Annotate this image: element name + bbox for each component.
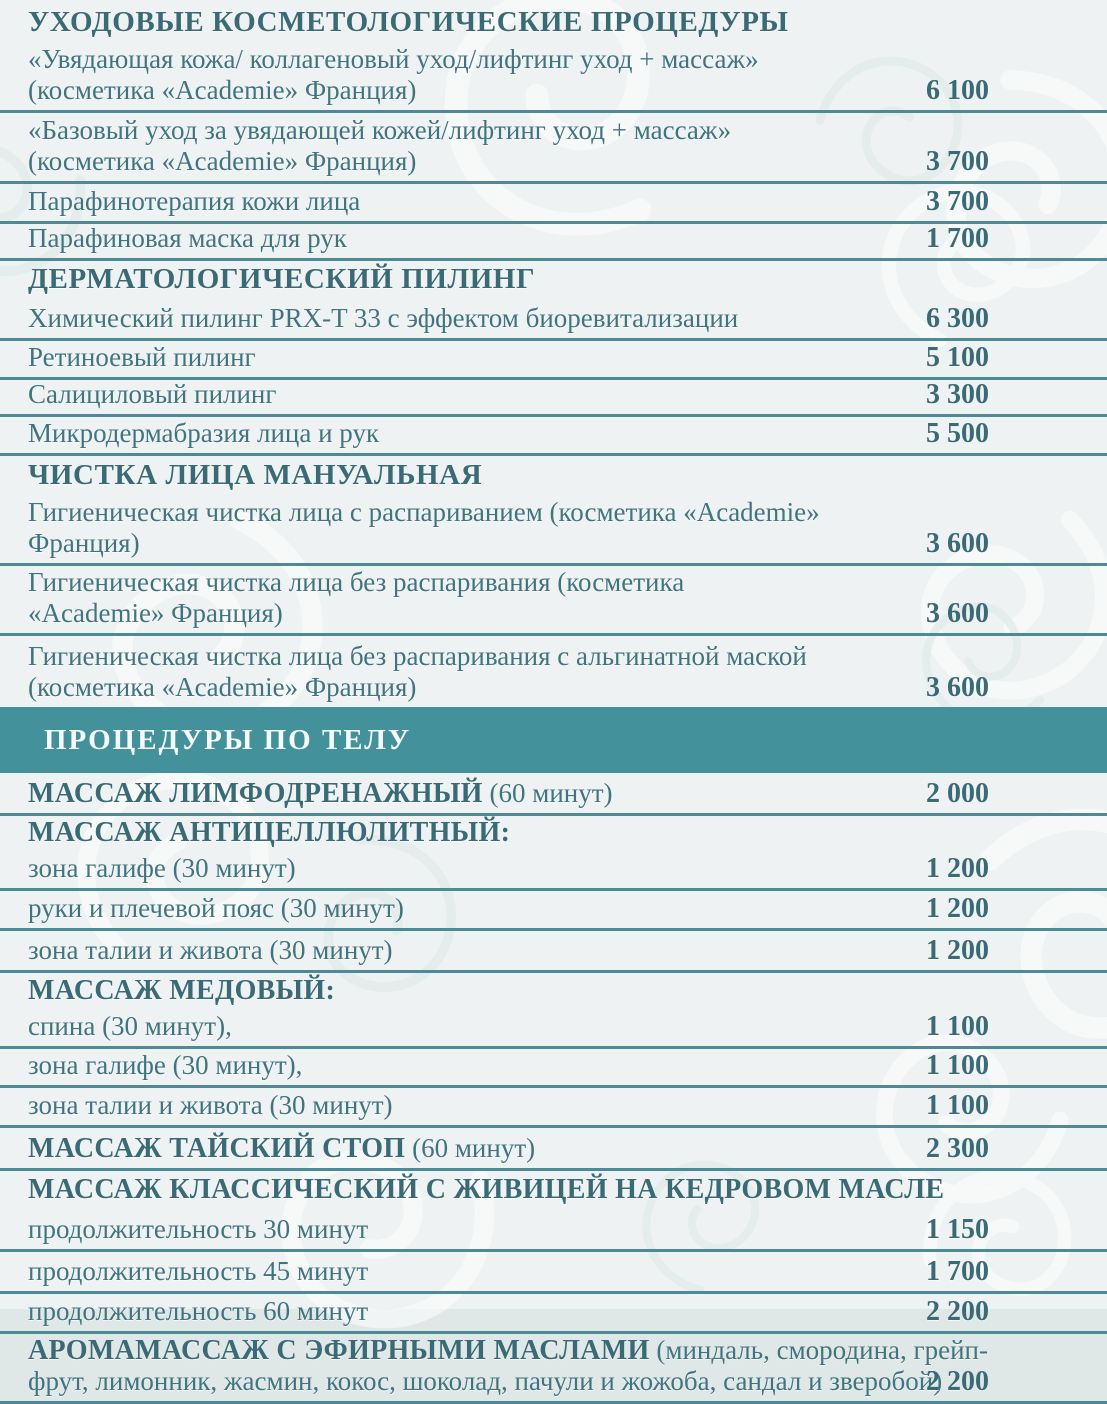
section-header [0,261,1107,300]
price: 1 100 [926,1090,989,1121]
price-row [0,417,1107,456]
service-line: Парафинотерапия кожи лица [28,186,361,216]
subsection-header [0,973,1107,1010]
price: 3 600 [926,598,989,629]
service-name [28,1133,865,1164]
service-name [28,115,865,177]
service-line: зона галифе (30 минут), [28,1050,303,1080]
service-note: (60 минут) [412,1133,536,1163]
service-line: «Базовый уход за увядающей кожей/лифтинг уход + массаж» [28,115,732,145]
price: 2 000 [926,778,989,809]
service-name [28,44,865,106]
price-row [0,341,1107,380]
service-name [28,418,865,449]
service-name [28,567,865,629]
service-name [28,223,865,254]
service-line: Гигиеническая чистка лица с распариванием (косметика «Academie» [28,497,820,527]
price-row [0,566,1107,636]
service-name [28,379,865,410]
price: 1 100 [926,1011,989,1042]
service-line: продолжительность 30 минут [28,1214,369,1244]
service-name [28,1296,865,1327]
price: 1 200 [926,935,989,966]
price: 1 100 [926,1050,989,1081]
price-row [0,496,1107,566]
service-line: зона галифе (30 минут) [28,853,296,883]
section-title: ЧИСТКА ЛИЦА МАНУАЛЬНАЯ [28,458,483,491]
price: 3 600 [926,528,989,559]
price: 2 200 [926,1296,989,1327]
service-line: продолжительность 60 минут [28,1296,369,1326]
price-row [0,1252,1107,1294]
subsection-title: МАССАЖ АНТИЦЕЛЛЮЛИТНЫЙ: [28,816,511,848]
service-name [28,893,865,924]
price-row [0,1088,1107,1128]
section-header [0,456,1107,496]
service-name [28,778,865,809]
service-line: «Academie» Франция) [28,598,283,628]
service-name [28,1050,865,1081]
service-name [28,1011,865,1042]
service-name [28,935,865,966]
subsection-title: МАССАЖ МЕДОВЫЙ: [28,974,336,1006]
service-name [28,186,865,217]
service-caps: АРОМАМАССАЖ С ЭФИРНЫМИ МАСЛАМИ [28,1335,650,1366]
price: 2 300 [926,1133,989,1164]
service-line: продолжительность 45 минут [28,1256,369,1286]
subsection-header [0,1171,1107,1210]
service-line: зона талии и живота (30 минут) [28,935,393,965]
price: 3 700 [926,186,989,217]
price: 1 200 [926,893,989,924]
section-header [0,0,1107,47]
service-line: (косметика «Academie» Франция) [28,672,417,702]
price: 6 100 [926,75,989,106]
price-row [0,931,1107,973]
service-line: Микродермабразия лица и рук [28,418,380,448]
service-line: зона талии и живота (30 минут) [28,1090,393,1120]
service-line: Парафиновая маска для рук [28,223,347,253]
price-row [0,380,1107,417]
service-note: (миндаль, смородина, грейп- [656,1335,988,1365]
price-row [0,1128,1107,1171]
price: 5 100 [926,342,989,373]
price-row [0,891,1107,931]
service-note: (60 минут) [489,778,613,808]
service-name [28,1256,865,1287]
price-row [0,1210,1107,1252]
service-name [28,1214,865,1245]
service-line: Химический пилинг PRX-T 33 с эффектом биоревитализации [28,303,739,333]
service-line: (косметика «Academie» Франция) [28,146,417,176]
service-line: Гигиеническая чистка лица без распаривания (косметика [28,567,685,597]
service-line: «Увядающая кожа/ коллагеновый уход/лифтинг уход + массаж» [28,44,759,74]
price: 1 200 [926,853,989,884]
section-title: УХОДОВЫЕ КОСМЕТОЛОГИЧЕСКИЕ ПРОЦЕДУРЫ [28,6,789,38]
service-name [28,853,865,884]
price-row [0,1010,1107,1049]
service-caps: МАССАЖ ТАЙСКИЙ СТОП [28,1133,406,1164]
price-row [0,1294,1107,1334]
subsection-header [0,816,1107,851]
price: 3 700 [926,146,989,177]
price-row [0,851,1107,891]
service-line: (косметика «Academie» Франция) [28,75,417,105]
price-row [0,300,1107,341]
price: 3 300 [926,379,989,410]
service-name [28,497,865,559]
service-caps: МАССАЖ ЛИМФОДРЕНАЖНЫЙ [28,778,483,809]
price-row [0,113,1107,184]
service-line: Ретиноевый пилинг [28,342,256,372]
service-line: руки и плечевой пояс (30 минут) [28,893,404,923]
service-note: фрут, лимонник, жасмин, кокос, шоколад, пачули и жожоба, сандал и зверобой) [28,1366,943,1396]
price-row [0,224,1107,261]
service-name [28,1090,865,1121]
price-row [0,636,1107,707]
price-row [0,44,1107,113]
service-line: Гигиеническая чистка лица без распаривания с альгинатной маской [28,641,807,671]
service-line: Франция) [28,528,140,558]
price-row [0,184,1107,224]
price-row [0,1334,1107,1404]
price: 3 600 [926,672,989,703]
service-line: Салициловый пилинг [28,379,277,409]
price-row [0,773,1107,816]
service-name [28,641,865,703]
category-banner-title: ПРОЦЕДУРЫ ПО ТЕЛУ [44,723,412,756]
subsection-title: МАССАЖ КЛАССИЧЕСКИЙ С ЖИВИЦЕЙ НА КЕДРОВОМ МАСЛЕ [28,1173,945,1205]
service-name [28,303,865,334]
service-line: спина (30 минут), [28,1011,232,1041]
price: 1 700 [926,1256,989,1287]
category-banner [0,707,1107,773]
price: 2 200 [926,1366,989,1397]
price: 5 500 [926,418,989,449]
service-name [28,342,865,373]
price: 6 300 [926,303,989,334]
price: 1 700 [926,223,989,254]
price: 1 150 [926,1214,989,1245]
section-title: ДЕРМАТОЛОГИЧЕСКИЙ ПИЛИНГ [28,263,536,295]
price-row [0,1049,1107,1088]
